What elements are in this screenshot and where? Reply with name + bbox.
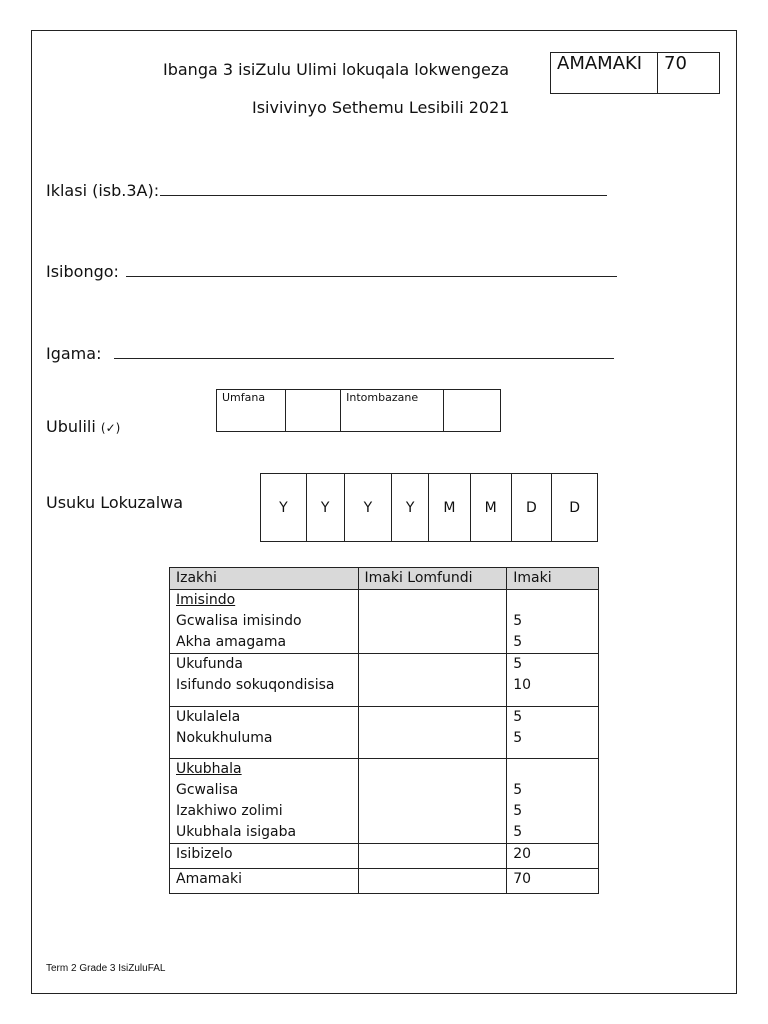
group-listening-cell [170, 707, 359, 759]
mark-cell [507, 759, 599, 844]
learner-mark-cell[interactable] [358, 759, 507, 844]
gender-option-girl-checkbox[interactable] [444, 390, 500, 431]
gender-option-boy-label: Umfana [217, 390, 286, 431]
mark-value: 5 [513, 782, 523, 798]
item-label: Akha amagama [176, 634, 287, 650]
paper-subtitle: Isivivinyo Sethemu Lesibili 2021 [252, 98, 510, 117]
total-label: Amamaki [170, 869, 359, 894]
gender-label [46, 417, 120, 436]
total-value: 70 [507, 869, 599, 894]
mark-value: 5 [513, 709, 523, 725]
learner-mark-cell[interactable] [358, 654, 507, 707]
total-marks-box [550, 52, 720, 94]
group-title: Ukubhala [176, 761, 242, 777]
item-label: Gcwalisa [176, 782, 239, 798]
mark-value: 10 [513, 677, 532, 693]
item-label: Izakhiwo zolimi [176, 803, 283, 819]
dob-cell-month-1[interactable]: M [429, 474, 471, 541]
mark-cell [507, 707, 599, 759]
subtotal-label: Isibizelo [170, 844, 359, 869]
learner-mark-cell[interactable] [358, 707, 507, 759]
dob-cell-day-1[interactable]: D [512, 474, 553, 541]
surname-input-line[interactable] [126, 276, 617, 277]
dob-input-box[interactable] [260, 473, 598, 542]
table-row [170, 844, 599, 869]
subtotal-value: 20 [507, 844, 599, 869]
learner-total-cell[interactable] [358, 869, 507, 894]
dob-cell-day-2[interactable]: D [569, 499, 581, 516]
mark-value: 5 [513, 656, 523, 672]
learner-mark-cell[interactable] [358, 590, 507, 654]
group-phonics-cell [170, 590, 359, 654]
dob-label: Usuku Lokuzalwa [46, 493, 184, 512]
group-title: Imisindo [176, 592, 236, 608]
group-reading-cell [170, 654, 359, 707]
header-mark: Imaki [507, 568, 599, 590]
dob-cell-year-2[interactable]: Y [307, 474, 345, 541]
name-label: Igama: [46, 344, 102, 363]
mark-value: 5 [513, 730, 523, 746]
item-label: Isifundo sokuqondisisa [176, 677, 335, 693]
header-component: Izakhi [170, 568, 359, 590]
mark-cell [507, 654, 599, 707]
mark-value: 5 [513, 803, 523, 819]
gender-label-text: Ubulili [46, 417, 96, 436]
table-row [170, 759, 599, 844]
dob-cell-year-4[interactable]: Y [392, 474, 429, 541]
marks-value: 70 [664, 53, 687, 74]
header-learner-mark: Imaki Lomfundi [358, 568, 507, 590]
mark-value: 5 [513, 824, 523, 840]
class-input-line[interactable] [160, 195, 607, 196]
item-label: Nokukhuluma [176, 730, 273, 746]
tick-hint: (✓) [100, 421, 121, 435]
group-writing-cell [170, 759, 359, 844]
mark-value: 5 [513, 634, 523, 650]
item-label: Gcwalisa imisindo [176, 613, 302, 629]
gender-option-girl-label: Intombazane [341, 390, 444, 431]
table-row [170, 869, 599, 894]
learner-subtotal-cell[interactable] [358, 844, 507, 869]
table-row [170, 654, 599, 707]
mark-value: 5 [513, 613, 523, 629]
gender-option-boy-checkbox[interactable] [286, 390, 342, 431]
class-label: Iklasi (isb.3A): [46, 181, 160, 200]
name-input-line[interactable] [114, 358, 614, 359]
dob-cell-month-2[interactable]: M [471, 474, 512, 541]
dob-cell-year-3[interactable]: Y [345, 474, 393, 541]
item-label: Ukubhala isigaba [176, 824, 297, 840]
group-title: Ukulalela [176, 709, 241, 725]
surname-label: Isibongo: [46, 262, 119, 281]
mark-cell [507, 590, 599, 654]
dob-cell-year-1[interactable]: Y [261, 474, 307, 541]
table-row [170, 590, 599, 654]
table-row [170, 707, 599, 759]
page-footer: Term 2 Grade 3 IsiZuluFAL [46, 963, 166, 974]
marks-table [169, 567, 599, 894]
marks-label: AMAMAKI [551, 53, 658, 93]
table-header-row [170, 568, 599, 590]
paper-title: Ibanga 3 isiZulu Ulimi lokuqala lokwengeza [163, 60, 510, 79]
group-title: Ukufunda [176, 656, 243, 672]
gender-options-box [216, 389, 501, 432]
